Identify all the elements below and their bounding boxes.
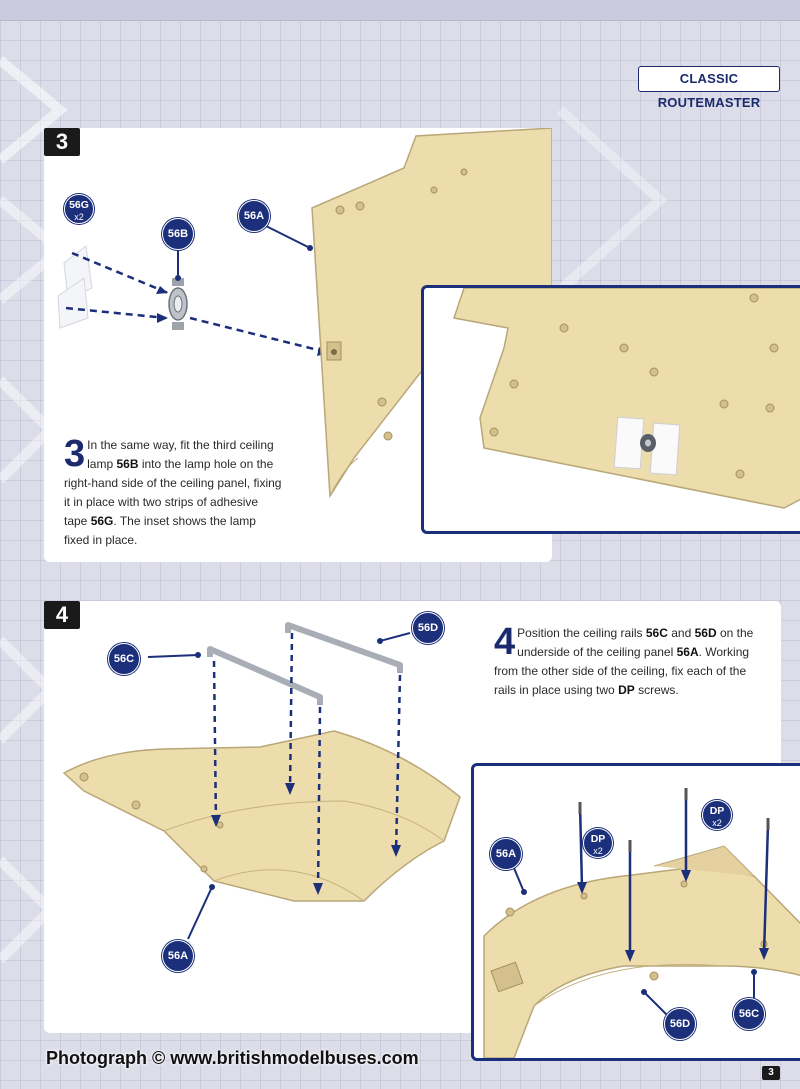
- step4-text-1: Position the ceiling rails: [517, 626, 646, 640]
- step4-text-2: and: [667, 626, 695, 640]
- step4-illustration: [44, 601, 474, 1033]
- part-56D-label: 56D: [412, 612, 444, 644]
- step3-text-3: . The inset shows the lamp fixed in place.: [64, 514, 256, 547]
- step3-text-2: into the lamp hole on the right-hand side of the ceiling panel, fixing it in place with two strips of adhesive tape: [64, 457, 282, 528]
- page-number: 3: [762, 1066, 780, 1080]
- inset-dp2-qty: x2: [712, 818, 722, 828]
- step4-part-56A: 56A: [676, 645, 699, 659]
- step3-inset: [421, 285, 800, 534]
- step4-text-4: . Working from the other side of the ceiling, fix each of the rails in place using two: [494, 645, 750, 697]
- part-56B-label: 56B: [162, 218, 194, 250]
- inset-dp1-code: DP: [590, 833, 606, 845]
- step3-inset-illustration: [424, 288, 800, 531]
- step3-drop-cap: 3: [64, 433, 86, 475]
- ceiling-lamp-56B: [169, 278, 187, 330]
- inset-part-56C-label: 56C: [733, 998, 765, 1030]
- step4-part-56D: 56D: [694, 626, 717, 640]
- inset-part-56A-label: 56A: [490, 838, 522, 870]
- step4-number: 4: [44, 601, 80, 629]
- part-56A-label-step4: 56A: [162, 940, 194, 972]
- step4-part-56C: 56C: [645, 626, 668, 640]
- step3-text-1: In the same way, fit the third ceiling lamp: [87, 438, 274, 471]
- step4-instructions: [494, 621, 760, 700]
- ceiling-rail-56D: [288, 625, 400, 673]
- step4-part-DP: DP: [618, 683, 635, 697]
- step3-part-56G: 56G: [90, 514, 114, 528]
- part-56C-label: 56C: [108, 643, 140, 675]
- part-56G-label: [64, 194, 94, 224]
- step3-part-56B: 56B: [116, 457, 139, 471]
- step3-number: 3: [44, 128, 80, 156]
- photo-credit: Photograph © www.britishmodelbuses.com: [46, 1048, 419, 1068]
- part-56G-qty: x2: [74, 212, 84, 222]
- inset-part-56D-label: 56D: [664, 1008, 696, 1040]
- inset-dp1-qty: x2: [593, 846, 603, 856]
- step3-instructions: [64, 433, 284, 550]
- part-56G-code: 56G: [69, 199, 89, 211]
- ceiling-panel-56A: [64, 731, 460, 901]
- inset-dp2-code: DP: [709, 805, 725, 817]
- part-56A-label: 56A: [238, 200, 270, 232]
- series-title: CLASSIC ROUTEMASTER: [638, 66, 780, 92]
- step4-text-5: screws.: [634, 683, 679, 697]
- inset-screw-DP-label-1: [583, 828, 613, 858]
- step4-text-3: on the underside of the ceiling panel: [517, 626, 754, 659]
- ceiling-rail-56C: [210, 649, 320, 705]
- inset-screw-DP-label-2: [702, 800, 732, 830]
- step4-drop-cap: 4: [494, 621, 516, 663]
